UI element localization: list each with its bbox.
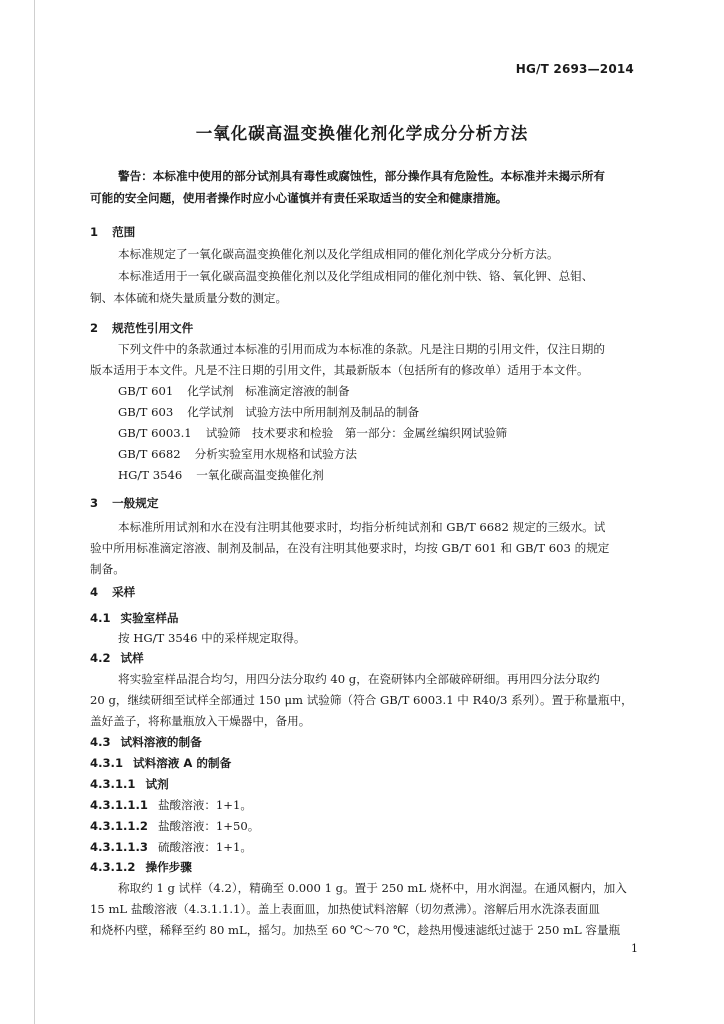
section-3-paragraph-line-2: 验中所用标准滴定溶液、制剂及制品，在没有注明其他要求时，均按 GB/T 601 和 GB/T 603 的规定 xyxy=(90,541,610,555)
section-title: 采样 xyxy=(112,585,136,599)
section-4-3-1-heading xyxy=(90,755,231,771)
item-text: 盐酸溶液：1+50。 xyxy=(157,819,260,833)
section-4-3-1-2-heading xyxy=(90,859,192,875)
section-number: 4.3.1.1.2 xyxy=(90,819,148,833)
section-1-paragraph-2b: 铜、本体硫和烧失量质量分数的测定。 xyxy=(90,291,288,305)
section-1-paragraph-2a: 本标准适用于一氧化碳高温变换催化剂以及化学组成相同的催化剂中铁、铬、氧化钾、总钼、 xyxy=(118,269,594,283)
section-4-1-paragraph: 按 HG/T 3546 中的采样规定取得。 xyxy=(118,631,306,645)
reference-title: 一氧化碳高温变换催化剂 xyxy=(196,468,324,482)
section-4-2-paragraph-line-3: 盖好盖子，将称量瓶放入干燥器中，备用。 xyxy=(90,714,311,728)
warning-line-2: 可能的安全问题，使用者操作时应小心谨慎并有责任采取适当的安全和健康措施。 xyxy=(90,191,508,205)
section-4-2-paragraph-line-2: 20 g，继续研细至试样全部通过 150 μm 试验筛（符合 GB/T 6003.1 中 R40/3 系列）。置于称量瓶中， xyxy=(90,693,633,707)
document-code: HG/T 2693—2014 xyxy=(515,62,634,76)
section-4-1-heading xyxy=(90,610,179,626)
reference-item xyxy=(118,446,357,462)
section-title: 规范性引用文件 xyxy=(112,321,194,335)
section-4-3-1-2-paragraph-line-2: 15 mL 盐酸溶液（4.3.1.1.1）。盖上表面皿，加热使试料溶解（切勿煮沸）。溶解后用水洗涤表面皿 xyxy=(90,902,600,916)
section-number: 4.3.1.2 xyxy=(90,860,136,874)
reference-title: 化学试剂 标准滴定溶液的制备 xyxy=(187,384,350,398)
section-4-3-1-1-1-item xyxy=(90,797,252,813)
section-4-3-1-2-paragraph-line-3: 和烧杯内壁，稀释至约 80 mL，摇匀。加热至 60 ℃～70 ℃，趁热用慢速滤纸过滤于 250 mL 容量瓶 xyxy=(90,923,621,937)
section-title: 试料溶液 A 的制备 xyxy=(133,756,232,770)
page-number: 1 xyxy=(631,942,638,955)
section-number: 4.3 xyxy=(90,735,111,749)
section-number: 4 xyxy=(90,585,99,599)
section-4-2-heading xyxy=(90,650,144,666)
section-number: 4.1 xyxy=(90,611,111,625)
reference-title: 试验筛 技术要求和检验 第一部分：金属丝编织网试验筛 xyxy=(205,426,508,440)
section-4-3-1-2-paragraph-line-1: 称取约 1 g 试样（4.2），精确至 0.000 1 g。置于 250 mL 烧杯中，用水润湿。在通风橱内，加入 xyxy=(118,881,627,895)
section-number: 4.3.1.1.1 xyxy=(90,798,148,812)
section-1-paragraph-1: 本标准规定了一氧化碳高温变换催化剂以及化学组成相同的催化剂化学成分分析方法。 xyxy=(118,247,559,261)
section-number: 4.3.1 xyxy=(90,756,124,770)
section-title: 范围 xyxy=(112,225,136,239)
page-edge-line xyxy=(34,0,35,1024)
section-title: 试剂 xyxy=(145,777,169,791)
section-title: 操作步骤 xyxy=(145,860,192,874)
document-title: 一氧化碳高温变换催化剂化学成分分析方法 xyxy=(195,124,529,143)
section-number: 4.3.1.1 xyxy=(90,777,136,791)
section-title: 一般规定 xyxy=(112,496,159,510)
section-number: 1 xyxy=(90,225,99,239)
section-3-heading xyxy=(90,495,158,511)
section-3-paragraph-line-1: 本标准所用试剂和水在没有注明其他要求时，均指分析纯试剂和 GB/T 6682 规定的三级水。试 xyxy=(118,520,606,534)
warning-line-1: 警告：本标准中使用的部分试剂具有毒性或腐蚀性，部分操作具有危险性。本标准并未揭示所有 xyxy=(118,169,605,183)
item-text: 硫酸溶液：1+1。 xyxy=(157,840,252,854)
section-3-paragraph-line-3: 制备。 xyxy=(90,562,125,576)
reference-title: 化学试剂 试验方法中所用制剂及制品的制备 xyxy=(187,405,420,419)
section-title: 试料溶液的制备 xyxy=(120,735,202,749)
section-number: 4.3.1.1.3 xyxy=(90,840,148,854)
reference-item xyxy=(118,467,324,483)
section-title: 试样 xyxy=(120,651,144,665)
section-2-paragraph-1b: 版本适用于本文件。凡是不注日期的引用文件，其最新版本（包括所有的修改单）适用于本文件。 xyxy=(90,363,589,377)
reference-item xyxy=(118,404,419,420)
section-number: 3 xyxy=(90,496,99,510)
section-4-3-heading xyxy=(90,734,202,750)
reference-item xyxy=(118,383,350,399)
reference-code: GB/T 603 xyxy=(118,405,174,419)
reference-item xyxy=(118,425,507,441)
reference-title: 分析实验室用水规格和试验方法 xyxy=(194,447,357,461)
section-4-3-1-1-2-item xyxy=(90,818,259,834)
section-4-3-1-1-heading xyxy=(90,776,169,792)
section-2-heading xyxy=(90,320,193,336)
reference-code: HG/T 3546 xyxy=(118,468,183,482)
item-text: 盐酸溶液：1+1。 xyxy=(157,798,252,812)
reference-code: GB/T 6003.1 xyxy=(118,426,192,440)
reference-code: GB/T 601 xyxy=(118,384,174,398)
section-4-2-paragraph-line-1: 将实验室样品混合均匀，用四分法分取约 40 g，在瓷研钵内全部破碎研细。再用四分法分取约 xyxy=(118,672,600,686)
section-4-heading xyxy=(90,584,135,600)
section-2-paragraph-1a: 下列文件中的条款通过本标准的引用而成为本标准的条款。凡是注日期的引用文件，仅注日期的 xyxy=(118,342,605,356)
section-number: 2 xyxy=(90,321,99,335)
section-1-heading xyxy=(90,224,135,240)
section-title: 实验室样品 xyxy=(120,611,179,625)
section-number: 4.2 xyxy=(90,651,111,665)
reference-code: GB/T 6682 xyxy=(118,447,181,461)
section-4-3-1-1-3-item xyxy=(90,839,252,855)
